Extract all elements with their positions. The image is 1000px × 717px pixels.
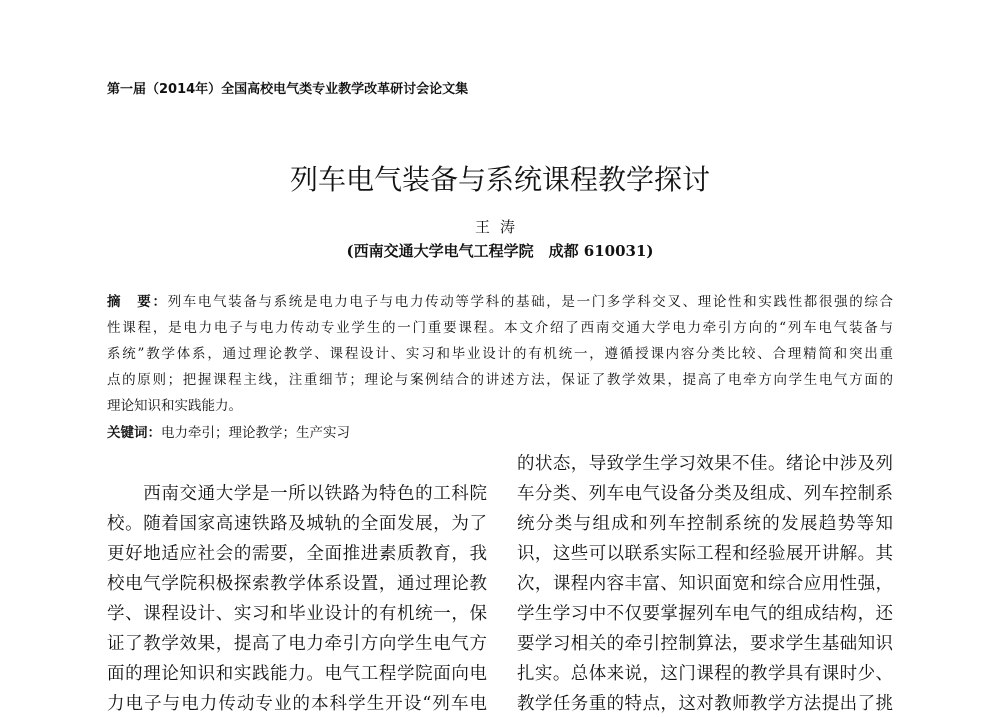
body-line: 要学习相关的牵引控制算法，要求学生基础知识 xyxy=(517,634,893,654)
body-line: 力电子与电力传动专业的本科学生开设“列车电 xyxy=(107,694,487,714)
body-line: 的状态，导致学生学习效果不佳。绪论中涉及列 xyxy=(517,454,893,474)
abstract-line: 性课程，是电力电子与电力传动专业学生的一门重要课程。本文介绍了西南交通大学电力牵引方向的“列车电气装备与 xyxy=(107,320,893,336)
paper-title: 列车电气装备与系统课程教学探讨 xyxy=(289,163,710,196)
abstract-line: 摘 要：列车电气装备与系统是电力电子与电力传动等学科的基础，是一门多学科交叉、理论性和实践性都很强的综合 xyxy=(107,294,894,310)
abstract-line: 系统”教学体系，通过理论教学、课程设计、实习和毕业设计的有机统一，遵循授课内容分类比较、合理精简和突出重 xyxy=(107,346,893,362)
body-line: 西南交通大学是一所以铁路为特色的工科院 xyxy=(107,484,487,504)
abstract-label: 摘 要： xyxy=(107,294,168,310)
body-line: 学生学习中不仅要掌握列车电气的组成结构，还 xyxy=(517,604,893,624)
body-line: 次，课程内容丰富、知识面宽和综合应用性强， xyxy=(517,574,893,594)
abstract-line: 点的原则；把握课程主线，注重细节；理论与案例结合的讲述方法，保证了教学效果，提高了电牵方向学生电气方面的 xyxy=(107,372,893,388)
body-line: 教学任务重的特点，这对教师教学方法提出了挑 xyxy=(517,694,893,714)
body-line: 识，这些可以联系实际工程和经验展开讲解。其 xyxy=(517,544,893,564)
body-line: 面的理论知识和实践能力。电气工程学院面向电 xyxy=(107,664,487,684)
keywords: 关键词：电力牵引；理论教学；生产实习 xyxy=(107,425,350,441)
body-line: 校电气学院积极探索教学体系设置，通过理论教 xyxy=(107,574,487,594)
affiliation: (西南交通大学电气工程学院 成都 610031) xyxy=(346,242,654,260)
body-line: 更好地适应社会的需要，全面推进素质教育，我 xyxy=(107,544,487,564)
proceedings-header: 第一届（2014年）全国高校电气类专业教学改革研讨会论文集 xyxy=(107,82,469,97)
body-line: 学、课程设计、实习和毕业设计的有机统一，保 xyxy=(107,604,487,624)
body-line: 扎实。总体来说，这门课程的教学具有课时少、 xyxy=(517,664,893,684)
body-line: 车分类、列车电气设备分类及组成、列车控制系 xyxy=(517,484,893,504)
body-line: 证了教学效果，提高了电力牵引方向学生电气方 xyxy=(107,634,487,654)
body-line: 统分类与组成和列车控制系统的发展趋势等知 xyxy=(517,514,893,534)
author: 王涛 xyxy=(474,218,525,236)
body-line: 校。随着国家高速铁路及城轨的全面发展，为了 xyxy=(107,514,487,534)
abstract-line: 理论知识和实践能力。 xyxy=(107,398,242,414)
keywords-label: 关键词： xyxy=(107,425,161,441)
